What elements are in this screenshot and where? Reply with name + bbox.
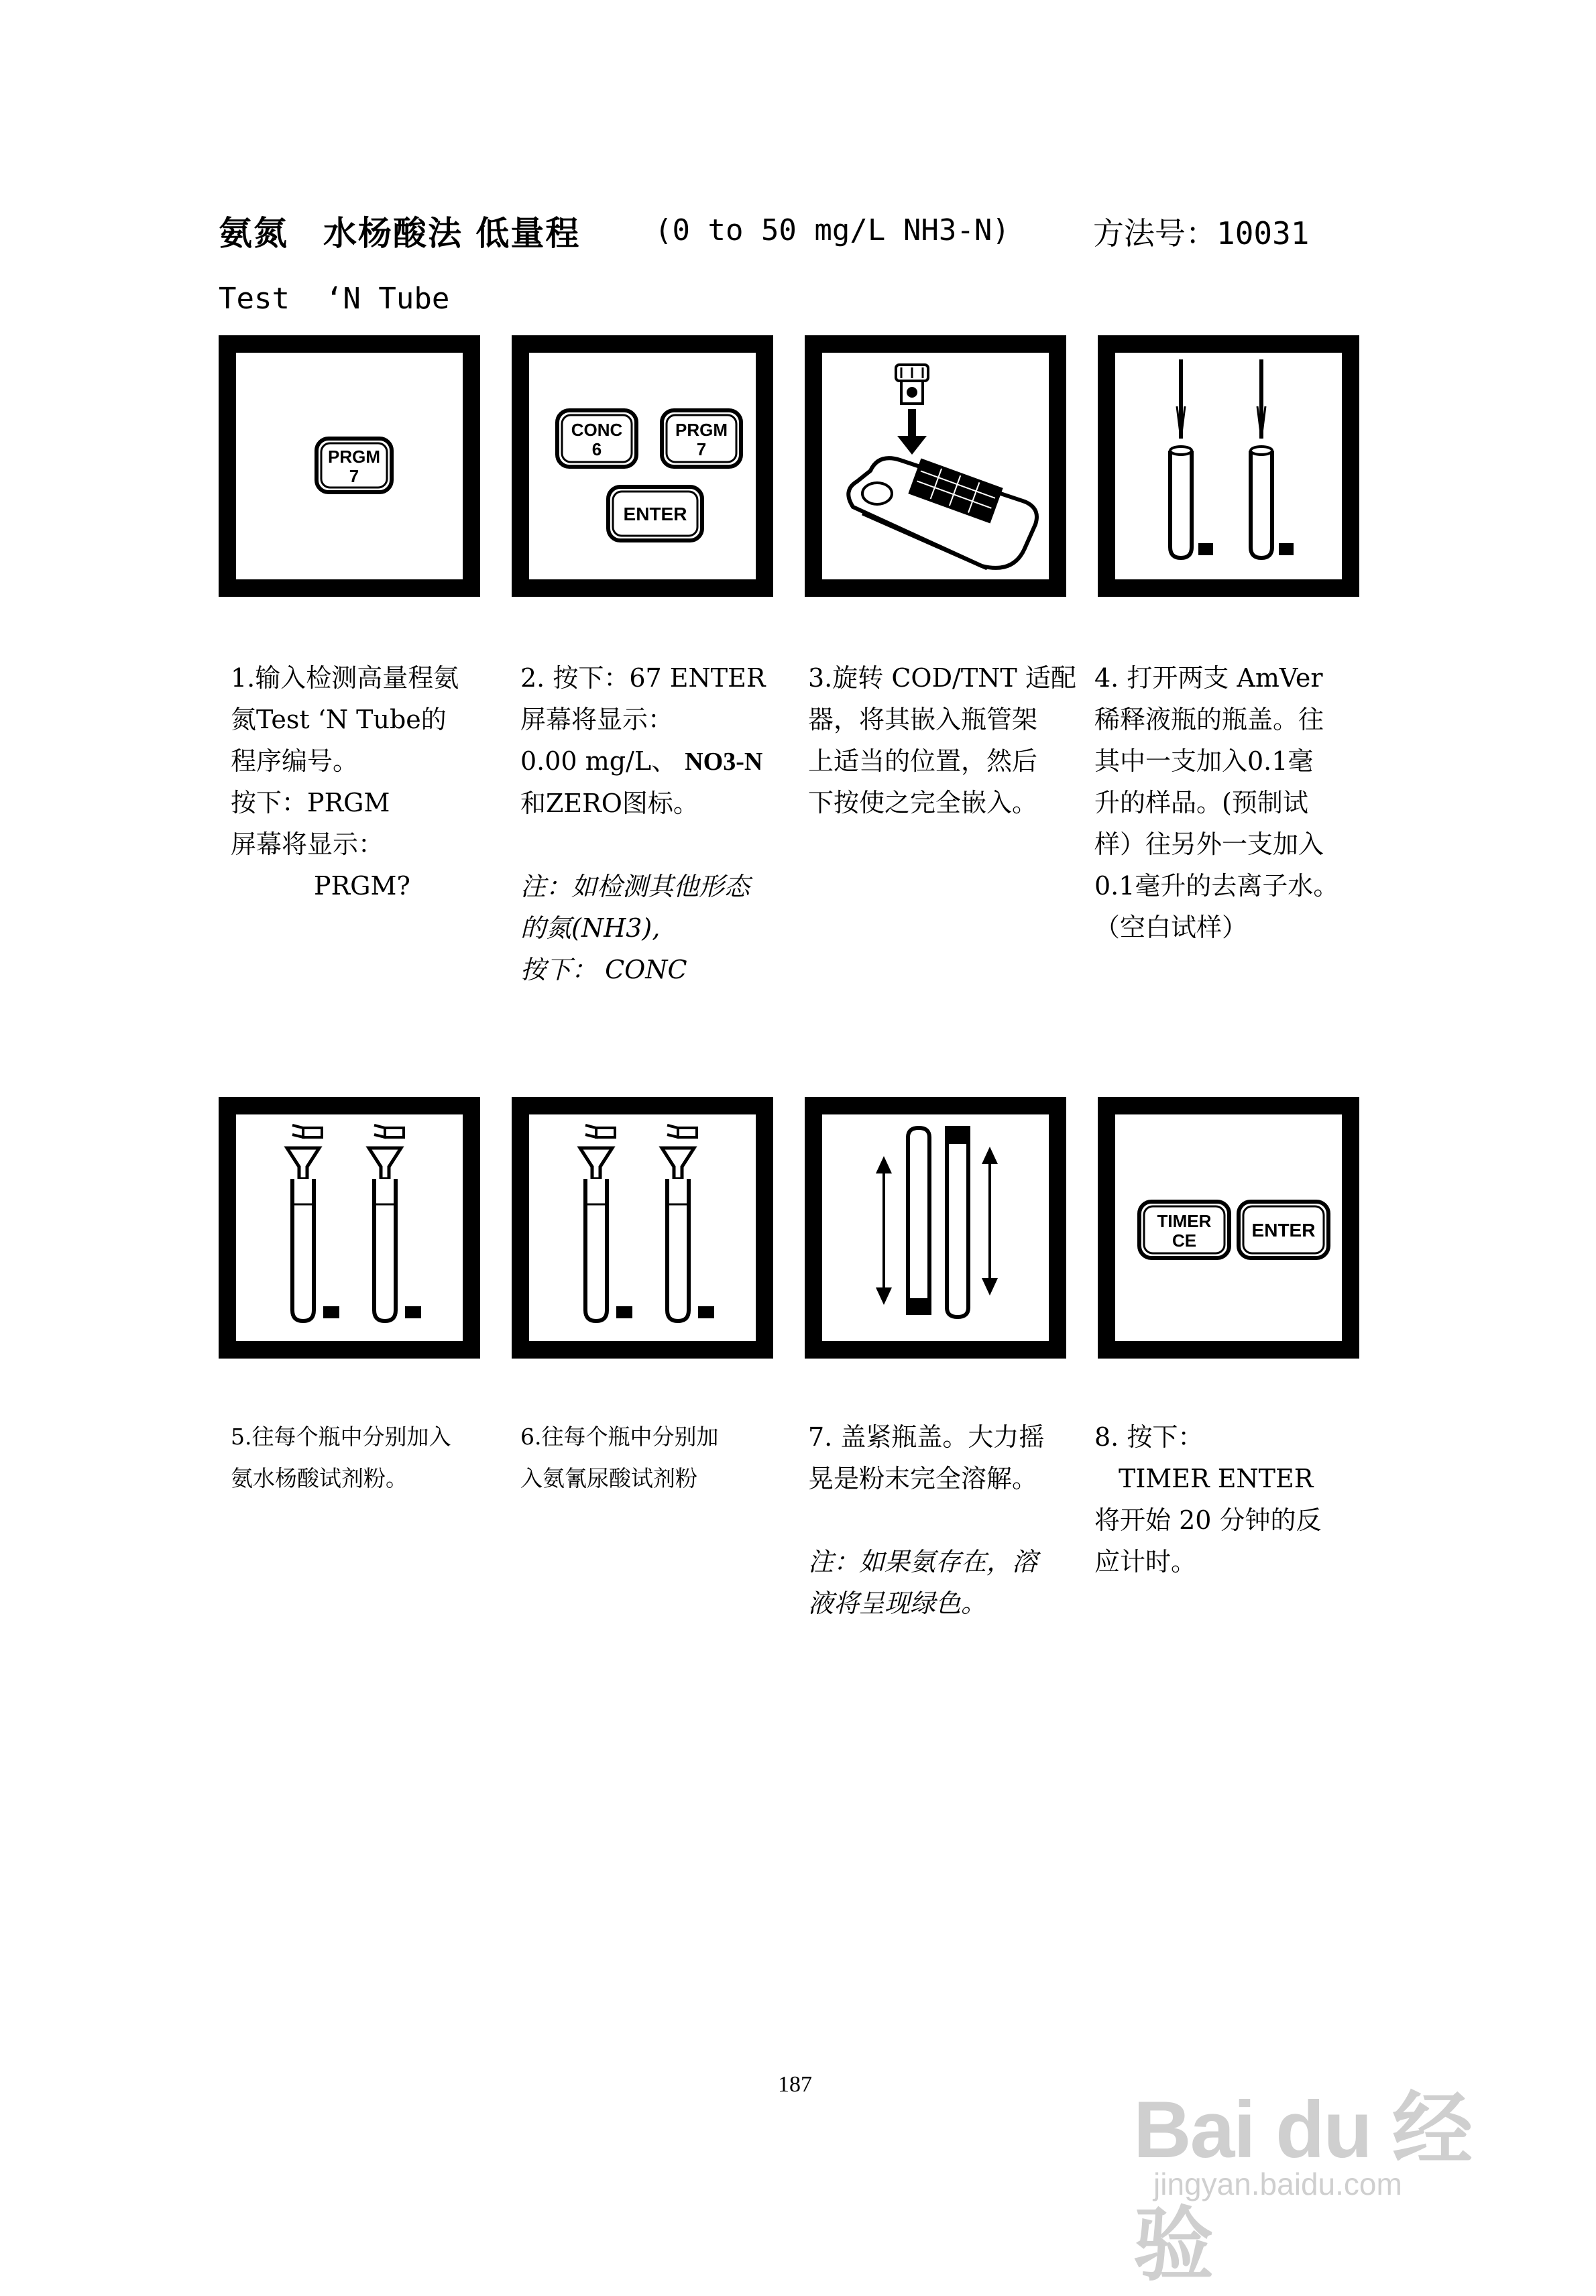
- method-number: 方法号：10031: [1093, 215, 1310, 251]
- pipette-vials-icon: [1115, 353, 1342, 579]
- enter-key-label: ENTER: [623, 504, 687, 524]
- step2-illustration: [512, 335, 773, 597]
- step-line: 其中一支加入0.1毫: [1094, 746, 1314, 776]
- step-line: 屏幕将显示：: [520, 705, 674, 734]
- step6-illustration: [512, 1097, 773, 1359]
- step-line: 程序编号。: [231, 746, 359, 776]
- step4-illustration: [1098, 335, 1359, 597]
- prgm-key-number: 7: [696, 439, 707, 459]
- adapter-icon: [896, 365, 928, 404]
- step6-text: [520, 1416, 789, 1499]
- step-line: 2. 按下：67 ENTER: [520, 663, 766, 693]
- vial-icon: [1170, 447, 1192, 558]
- prgm-key-label: PRGM: [675, 420, 728, 440]
- funnel-vial-icon: [287, 1148, 319, 1321]
- page-number: 187: [778, 2072, 812, 2097]
- step3-illustration: [805, 335, 1066, 597]
- step-line: 氮Test ‘N Tube的: [231, 705, 447, 734]
- display-form: NO3-N: [685, 748, 763, 776]
- pipette-icon: [1257, 359, 1265, 439]
- page-subtitle: Test ‘N Tube: [219, 282, 450, 316]
- step5-text: [231, 1416, 499, 1499]
- display-prompt: PRGM?: [314, 871, 410, 901]
- step-line: 样）往另外一支加入: [1094, 829, 1324, 859]
- display-value: 0.00 mg/L、: [520, 746, 677, 776]
- step-note: 注：如果氨存在，溶: [808, 1547, 1038, 1576]
- step7-text: [808, 1416, 1076, 1624]
- step-note: 的氮(NH3),: [520, 913, 661, 943]
- step-line: 升的样品。(预制试: [1094, 788, 1308, 817]
- enter-key-label: ENTER: [1251, 1220, 1316, 1241]
- step3-text: [808, 657, 1076, 823]
- watermark-url: jingyan.baidu.com: [1153, 2167, 1402, 2201]
- step-line: 8. 按下：: [1094, 1422, 1204, 1452]
- adapter-instrument-icon: [822, 353, 1049, 579]
- reagent-powder-vials-icon: [529, 1114, 756, 1341]
- powder-pillow-icon: [292, 1125, 322, 1137]
- prgm-key-number: 7: [349, 466, 359, 486]
- step-line: 0.1毫升的去离子水。: [1094, 871, 1339, 901]
- step-line: 1.输入检测高量程氨: [231, 663, 459, 693]
- keypad-icon: [529, 353, 756, 579]
- timer-keypad-icon: [1115, 1114, 1342, 1341]
- step-line: 6.往每个瓶中分别加: [520, 1424, 719, 1450]
- step-line: 器，将其嵌入瓶管架: [808, 705, 1038, 734]
- shake-vials-icon: [822, 1114, 1049, 1341]
- step-line: 稀释液瓶的瓶盖。往: [1094, 705, 1324, 734]
- prgm-key-icon: [236, 353, 463, 579]
- vial-label-icon: [1279, 543, 1294, 555]
- down-arrow-icon: [897, 409, 927, 455]
- vial-icon: [908, 1128, 929, 1314]
- timer-key-label: TIMER: [1157, 1211, 1212, 1231]
- step-line: （空白试样）: [1094, 913, 1248, 942]
- step-line: 5.往每个瓶中分别加入: [231, 1424, 451, 1450]
- ce-key-label: CE: [1172, 1230, 1197, 1251]
- step-line: 晃是粉末完全溶解。: [808, 1464, 1038, 1493]
- conc-key-number: 6: [591, 439, 602, 459]
- step-line: 应计时。: [1094, 1547, 1197, 1576]
- step-note: 注：如检测其他形态: [520, 872, 750, 901]
- step8-illustration: [1098, 1097, 1359, 1359]
- step8-text: [1094, 1416, 1363, 1583]
- step-line: 3.旋转 COD/TNT 适配: [808, 663, 1076, 693]
- step-line: 按下：PRGM: [231, 788, 390, 817]
- up-down-arrow-icon: [982, 1147, 998, 1296]
- step-note: 液将呈现绿色。: [808, 1589, 987, 1618]
- step-line: 下按使之完全嵌入。: [808, 788, 1038, 817]
- up-down-arrow-icon: [876, 1156, 892, 1305]
- vial-label-icon: [1198, 543, 1213, 555]
- step1-text: [231, 657, 499, 907]
- vial-label-icon: [323, 1306, 339, 1318]
- prgm-key-label: PRGM: [328, 447, 380, 467]
- step1-illustration: [219, 335, 480, 597]
- step-line: 屏幕将显示：: [231, 829, 384, 859]
- vial-label-icon: [698, 1306, 714, 1318]
- step-line: [520, 740, 789, 783]
- pipette-icon: [1177, 359, 1185, 439]
- vial-label-icon: [616, 1306, 632, 1318]
- step5-illustration: [219, 1097, 480, 1359]
- page-title: 氨氮 水杨酸法 低量程: [219, 214, 581, 253]
- conc-key-label: CONC: [571, 420, 623, 440]
- funnel-vial-icon: [580, 1148, 612, 1321]
- step-line: 氨水杨酸试剂粉。: [231, 1465, 408, 1491]
- reagent-powder-vials-icon: [236, 1114, 463, 1341]
- funnel-vial-icon: [662, 1148, 694, 1321]
- step7-illustration: [805, 1097, 1066, 1359]
- step-line: TIMER ENTER: [1119, 1464, 1314, 1493]
- step-line: 7. 盖紧瓶盖。大力摇: [808, 1422, 1045, 1452]
- vial-label-icon: [405, 1306, 421, 1318]
- powder-pillow-icon: [667, 1125, 697, 1137]
- powder-pillow-icon: [585, 1125, 615, 1137]
- step2-text: [520, 657, 789, 990]
- step-line: 4. 打开两支 AmVer: [1094, 663, 1323, 693]
- powder-pillow-icon: [374, 1125, 404, 1137]
- step-line: 入氨氰尿酸试剂粉: [520, 1465, 697, 1491]
- watermark: [1133, 2039, 1536, 2290]
- vial-icon: [947, 1128, 968, 1317]
- step4-text: [1094, 657, 1363, 948]
- step-line: 和ZERO图标。: [520, 789, 699, 818]
- measurement-range: (0 to 50 mg/L NH3-N): [654, 213, 1010, 247]
- step-line: 上适当的位置，然后: [808, 746, 1038, 776]
- step-note: 按下： CONC: [520, 955, 687, 984]
- watermark-brand: Bai du 经验: [1133, 2085, 1472, 2290]
- vial-icon: [1251, 447, 1272, 558]
- funnel-vial-icon: [369, 1148, 401, 1321]
- step-line: 将开始 20 分钟的反: [1094, 1505, 1322, 1535]
- instrument-icon: [848, 458, 1037, 569]
